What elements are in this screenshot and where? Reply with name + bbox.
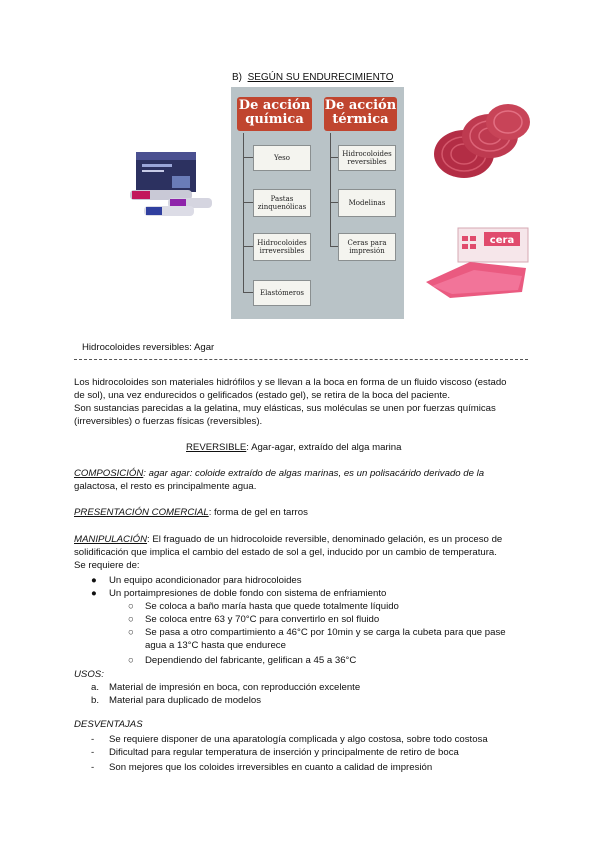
dashed-divider: [74, 359, 528, 360]
section-heading: [232, 72, 394, 83]
desventajas-label: DESVENTAJAS: [74, 719, 143, 730]
right-branch: [330, 202, 338, 203]
requirement-item: Un portaimpresiones de doble fondo con sistema de enfriamiento: [109, 588, 387, 599]
intro-paragraph: [74, 376, 534, 428]
wax-sheets-image: [422, 222, 532, 300]
sub-item: Se pasa a otro compartimiento a 46°C por 10min y se carga la cubeta para que pase: [145, 627, 506, 638]
reversible-line: [186, 441, 401, 454]
usos-marker: b.: [91, 695, 100, 706]
usos-label: USOS:: [74, 669, 104, 680]
thermal-header-line1: De acción: [324, 98, 397, 113]
thermal-header-line2: térmica: [332, 112, 389, 127]
composicion-paragraph: [74, 467, 534, 493]
sub-item: Se coloca entre 63 y 70°C para convertirlo en sol fluido: [145, 614, 380, 625]
desventaja-item: Se requiere disponer de una aparatología complicada y algo costosa, sobre todo costosa: [109, 734, 488, 745]
usos-item: Material de impresión en boca, con reproducción excelente: [109, 682, 361, 693]
reversible-text: : Agar-agar, extraído del alga marina: [246, 442, 402, 453]
presentacion-label: PRESENTACIÓN COMERCIAL: [74, 507, 209, 518]
usos-item: Material para duplicado de modelos: [109, 695, 261, 706]
requirement-item: Un equipo acondicionador para hidrocoloides: [109, 575, 302, 586]
item-pastas: Pastas zinquenólicas: [253, 189, 311, 217]
manipulacion-text: : El fraguado de un hidrocoloide reversible, denominado gelación, es un proceso de: [147, 534, 503, 545]
manipulacion-text-2: solidificación que implica el cambio del estado de sol a gel, inducido por un cambio de temperatura.: [74, 547, 497, 558]
item-ceras: Ceras para impresión: [338, 233, 396, 261]
left-branch: [243, 292, 253, 293]
dash-marker: -: [91, 747, 95, 758]
chemical-header-line1: De acción: [238, 98, 311, 113]
bullet-marker: ●: [91, 588, 97, 599]
heading-prefix: B): [232, 72, 242, 83]
sub-item: Se coloca a baño maría hasta que quede totalmente líquido: [145, 601, 399, 612]
left-branch: [243, 246, 253, 247]
item-elastomeros: Elastómeros: [253, 280, 311, 306]
composicion-label: COMPOSICIÓN: [74, 468, 144, 479]
sub-bullet-marker: ○: [128, 627, 134, 638]
intro-line: (irreversibles) o fuerzas físicas (reversibles).: [74, 416, 263, 427]
modelina-discs-image: [430, 100, 532, 182]
sub-item: Dependiendo del fabricante, gelifican a 45 a 36°C: [145, 655, 357, 666]
item-hidro-reversibles: Hidrocoloides reversibles: [338, 145, 396, 171]
section-title: Hidrocoloides reversibles: Agar: [82, 342, 215, 353]
item-modelinas: Modelinas: [338, 189, 396, 217]
usos-marker: a.: [91, 682, 100, 693]
chemical-header-line2: química: [245, 112, 304, 127]
dash-marker: -: [91, 762, 95, 773]
dash-marker: -: [91, 734, 95, 745]
right-branch: [330, 246, 338, 247]
chemical-header: [237, 97, 312, 131]
right-connector: [330, 133, 331, 246]
bullet-marker: ●: [91, 575, 97, 586]
presentacion-text: : forma de gel en tarros: [208, 507, 308, 518]
sub-bullet-marker: ○: [128, 614, 134, 625]
reversible-label: REVERSIBLE: [186, 442, 247, 453]
desventaja-item: Son mejores que los coloides irreversibles en cuanto a calidad de impresión: [109, 762, 433, 773]
wax-brand-label: cera: [489, 235, 515, 246]
composicion-text: : agar agar: coloide extraído de algas marinas, es un polisacárido derivado de la: [143, 468, 485, 479]
item-yeso: Yeso: [253, 145, 311, 171]
sub-bullet-marker: ○: [128, 601, 134, 612]
thermal-header: [324, 97, 397, 131]
item-hidro-irreversibles: Hidrocoloides irreversibles: [253, 233, 311, 261]
heading-title: SEGÚN SU ENDURECIMIENTO: [247, 72, 394, 83]
intro-line: Los hidrocoloides son materiales hidrófilos y se llevan a la boca en forma de un fluido viscoso (estado: [74, 377, 507, 388]
right-branch: [330, 157, 338, 158]
desventaja-item: Dificultad para regular temperatura de inserción y principalmente de retiro de boca: [109, 747, 459, 758]
manipulacion-text-3: Se requiere de:: [74, 560, 140, 571]
presentacion-paragraph: [74, 506, 534, 519]
intro-line: de sol), una vez endurecidos o gelificados (estado gel), se retira de la boca del paciente.: [74, 390, 450, 401]
sub-item-continued: agua a 13°C hasta que endurece: [145, 640, 286, 651]
left-branch: [243, 202, 253, 203]
alginate-product-image: [128, 150, 213, 220]
left-branch: [243, 157, 253, 158]
intro-line: Son sustancias parecidas a la gelatina, muy elásticas, sus moléculas se unen por fuerzas químicas: [74, 403, 496, 414]
composicion-text-2: galactosa, el resto es principalmente agua.: [74, 481, 257, 492]
sub-bullet-marker: ○: [128, 655, 134, 666]
manipulacion-paragraph: [74, 533, 544, 572]
classification-diagram: [231, 87, 404, 319]
manipulacion-label: MANIPULACIÓN: [74, 534, 148, 545]
